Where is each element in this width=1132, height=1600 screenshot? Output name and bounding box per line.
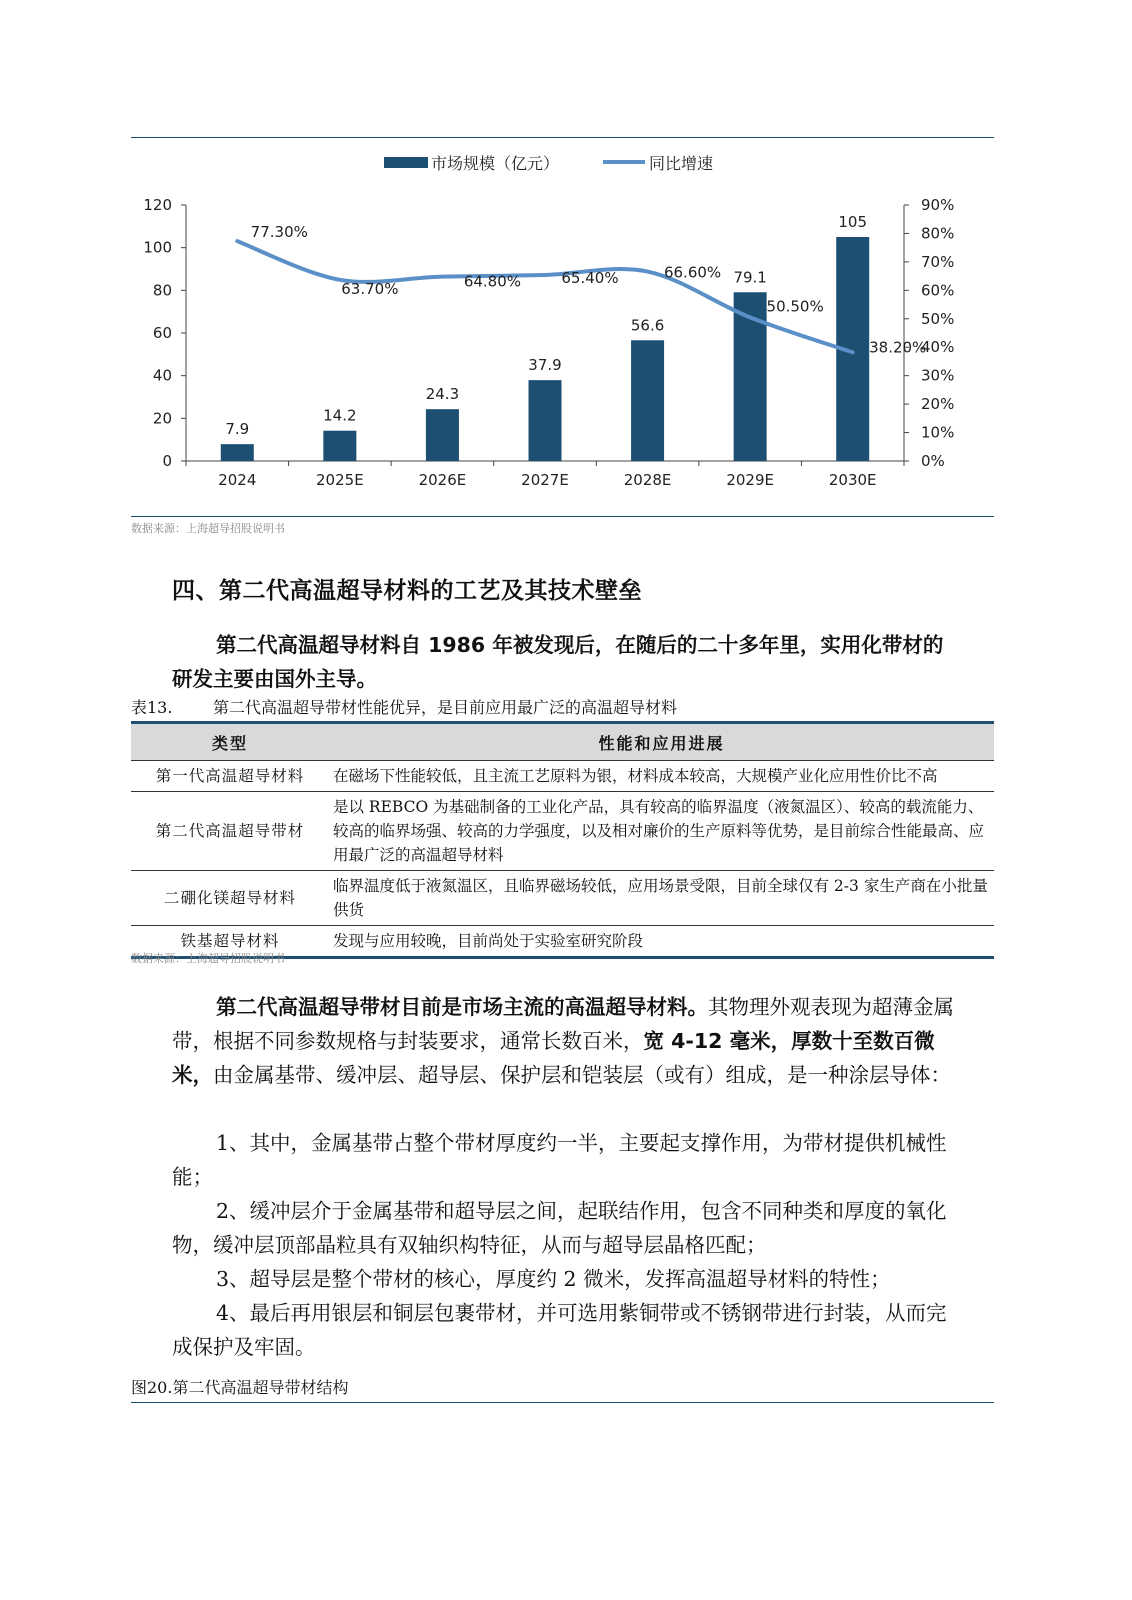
- x-tick-label: 2026E: [418, 471, 467, 489]
- right-tick-label: 20%: [921, 395, 955, 414]
- bar: [529, 380, 562, 461]
- bar-value-label: 14.2: [323, 406, 357, 425]
- list-item-4: 4、最后再用银层和铜层包裹带材，并可选用紫铜带或不锈钢带进行封装，从而完成保护及牢固。: [172, 1301, 947, 1359]
- table-row: [131, 761, 994, 792]
- right-tick-label: 70%: [921, 252, 955, 271]
- table-row: [131, 792, 994, 871]
- data-labels: [225, 213, 926, 438]
- bar-value-label: 24.3: [425, 385, 460, 404]
- row-type: 第一代高温超导材料: [131, 761, 329, 792]
- legend-bar-swatch: [384, 157, 428, 168]
- line-value-label: 65.40%: [561, 268, 619, 287]
- materials-table: [131, 721, 994, 959]
- line-value-label: 38.20%: [869, 338, 927, 357]
- row-desc: 发现与应用较晚，目前尚处于实验室研究阶段: [329, 926, 994, 958]
- left-tick-label: 100: [143, 238, 172, 257]
- left-tick-label: 40: [152, 366, 172, 385]
- bar-value-label: 37.9: [528, 356, 562, 375]
- right-tick-label: 50%: [921, 309, 955, 328]
- right-tick-label: 0%: [921, 452, 945, 470]
- right-tick-label: 60%: [921, 281, 955, 300]
- row-type: 第二代高温超导带材: [131, 792, 329, 871]
- x-tick-label: 2029E: [726, 471, 774, 489]
- line-value-label: 66.60%: [663, 263, 722, 282]
- bar: [631, 340, 664, 461]
- table-caption-text: 第二代高温超导带材性能优异，是目前应用最广泛的高温超导材料: [213, 698, 678, 717]
- bar-value-label: 79.1: [733, 268, 767, 287]
- row-type: 二硼化镁超导材料: [131, 871, 329, 926]
- intro-paragraph: 第二代高温超导材料自 1986 年被发现后，在随后的二十多年里，实用化带材的研发主要由国外主导。: [172, 633, 944, 691]
- right-tick-label: 80%: [921, 224, 955, 243]
- table-caption: [131, 695, 677, 718]
- table-source: 数据来源：上海超导招股说明书: [131, 952, 285, 965]
- header-performance: 性能和应用进展: [329, 723, 994, 761]
- chart-source: 数据来源：上海超导招股说明书: [131, 522, 285, 535]
- line-value-label: 64.80%: [463, 272, 522, 291]
- legend-bar-label: 市场规模（亿元）: [431, 154, 560, 173]
- right-tick-label: 10%: [921, 423, 955, 442]
- row-desc: 在磁场下性能较低，且主流工艺原料为银，材料成本较高，大规模产业化应用性价比不高: [329, 761, 994, 792]
- list-item-3: 3、超导层是整个带材的核心，厚度约 2 微米，发挥高温超导材料的特性；: [216, 1267, 891, 1291]
- figure-caption-rule: [131, 1402, 994, 1403]
- bar-value-label: 56.6: [630, 316, 665, 335]
- figure-caption: 图20.第二代高温超导带材结构: [131, 1378, 349, 1397]
- bar-value-label: 105: [838, 213, 868, 231]
- bar: [221, 444, 254, 461]
- table-row: [131, 871, 994, 926]
- x-tick-label: 2025E: [316, 471, 364, 489]
- row-type: 铁基超导材料: [131, 926, 329, 958]
- row-desc: 临界温度低于液氮温区，且临界磁场较低，应用场景受限，目前全球仅有 2-3 家生产商在小批量供货: [329, 871, 994, 926]
- right-tick-label: 40%: [921, 338, 955, 357]
- x-tick-label: 2030E: [828, 471, 877, 489]
- market-size-chart: [131, 140, 994, 510]
- table-caption-number: 表13.: [131, 698, 173, 717]
- x-tick-label: 2024: [218, 471, 257, 489]
- chart-bottom-rule: [131, 516, 994, 517]
- bar-series: [221, 237, 869, 461]
- section-heading: 四、第二代高温超导材料的工艺及其技术壁垒: [172, 578, 642, 604]
- left-tick-label: 60: [152, 324, 172, 342]
- line-value-label: 50.50%: [766, 297, 824, 316]
- right-tick-label: 90%: [921, 196, 955, 214]
- right-tick-label: 30%: [921, 366, 955, 385]
- chart-legend: [384, 154, 713, 173]
- bar: [426, 409, 459, 461]
- bar-value-label: 7.9: [225, 420, 250, 439]
- row-desc: 是以 REBCO 为基础制备的工业化产品，具有较高的临界温度（液氮温区）、较高的载流能力、较高的临界场强、较高的力学强度，以及相对廉价的生产原料等优势，是目前综合性能最高、应用最广泛的高温超导材料: [329, 792, 994, 871]
- bar: [323, 431, 356, 461]
- legend-line-label: 同比增速: [649, 154, 714, 173]
- table-header-row: [131, 723, 994, 761]
- left-tick-label: 0: [162, 452, 172, 470]
- x-tick-label: 2028E: [623, 471, 672, 489]
- x-tick-label: 2027E: [521, 471, 569, 489]
- line-value-label: 63.70%: [341, 279, 399, 298]
- line-value-label: 77.30%: [250, 223, 308, 242]
- chart-top-rule: [131, 137, 994, 138]
- left-tick-label: 20: [152, 409, 172, 428]
- list-item-2: 2、缓冲层介于金属基带和超导层之间，起联结作用，包含不同种类和厚度的氧化物，缓冲层顶部晶粒具有双轴织构特征，从而与超导层晶格匹配；: [172, 1199, 947, 1257]
- left-tick-label: 120: [143, 196, 172, 214]
- list-item-1: 1、其中，金属基带占整个带材厚度约一半，主要起支撑作用，为带材提供机械性能；: [172, 1131, 947, 1189]
- body-paragraph-1: 第二代高温超导带材目前是市场主流的高温超导材料。其物理外观表现为超薄金属带，根据不同参数规格与封装要求，通常长数百米，宽 4-12 毫米，厚数十至数百微米，由金属基带、缓冲层、超导层、保护层和铠装层（或有）组成，是一种涂层导体：: [172, 995, 954, 1087]
- left-tick-label: 80: [152, 281, 172, 300]
- header-type: 类型: [131, 723, 329, 761]
